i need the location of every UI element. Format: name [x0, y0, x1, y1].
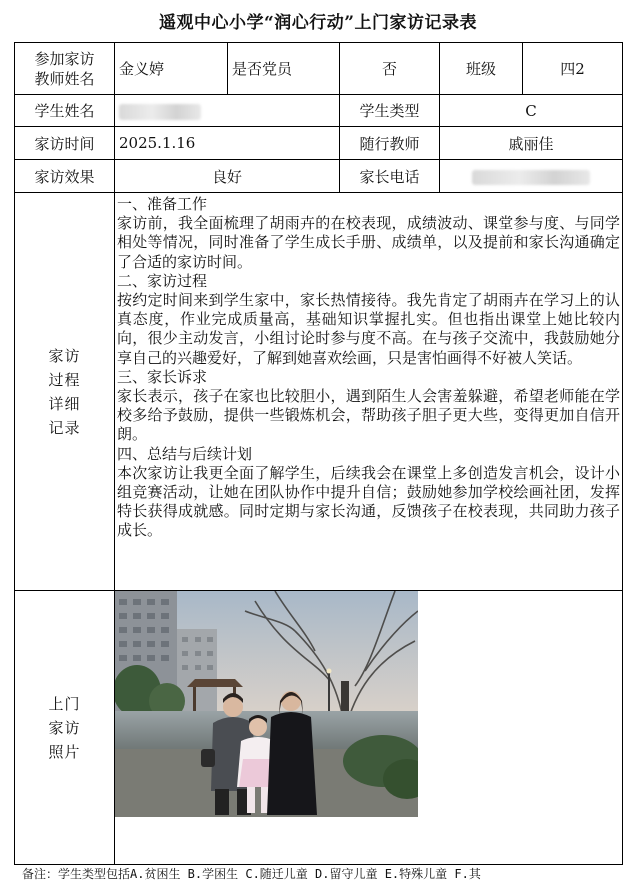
- photo-cell: [115, 591, 623, 865]
- parent-phone-label: 家长电话: [340, 160, 440, 193]
- photo-label-line: 家访: [48, 718, 81, 737]
- section-body: 家访前，我全面梳理了胡雨卉的在校表现，成绩波动、课堂参与度、与同学相处等情况，同时准备了学生成长手册、成绩单，以及提前和家长沟通确定了合适的家访时间。: [117, 214, 620, 271]
- class-value: 四2: [523, 43, 623, 95]
- photo-illustration: [115, 591, 418, 817]
- student-name-value: [115, 95, 340, 127]
- student-type-value: C: [440, 95, 623, 127]
- party-member-value: 否: [340, 43, 440, 95]
- photo-label-line: 照片: [48, 742, 81, 761]
- student-name-redacted: [119, 104, 201, 120]
- record-label-line: 过程: [48, 370, 81, 389]
- section-body: 家长表示，孩子在家也比较胆小，遇到陌生人会害羞躲避，希望老师能在学校多给予鼓励，提供一些锻炼机会，帮助孩子胆子更大些，变得更加自信开朗。: [117, 387, 620, 444]
- section-heading: 二、家访过程: [117, 271, 208, 290]
- section-body: 按约定时间来到学生家中，家长热情接待。我先肯定了胡雨卉在学习上的认真态度，作业完成质量高，基础知识掌握扎实。但也指出课堂上她比较内向，很少主动发言，小组讨论时参与度不高。在与孩子交流中，我鼓励她分享自己的兴趣爱好，了解到她喜欢绘画，只是害怕画得不好被人笑话。: [117, 291, 620, 367]
- section-heading: 四、总结与后续计划: [117, 444, 253, 463]
- teacher-name-value: 金义婷: [115, 43, 228, 95]
- visit-record-table: [14, 42, 623, 865]
- student-type-label: 学生类型: [340, 95, 440, 127]
- photo-label: [15, 591, 115, 865]
- record-label-line: 记录: [48, 418, 81, 437]
- form-title: 遥观中心小学“润心行动”上门家访记录表: [158, 13, 478, 33]
- section-heading: 一、准备工作: [117, 195, 208, 213]
- parent-phone-redacted: [472, 170, 590, 185]
- teacher-name-label-text: 参加家访 教师姓名: [34, 49, 95, 88]
- visit-effect-value: 良好: [115, 160, 340, 193]
- section-heading: 三、家长诉求: [117, 367, 208, 386]
- party-member-label: 是否党员: [228, 43, 340, 95]
- footnote: 备注：学生类型包括A.贫困生 B.学困生 C.随迁儿童 D.留守儿童 E.特殊儿童 F.其: [22, 867, 481, 881]
- visit-time-label: 家访时间: [15, 127, 115, 160]
- teacher-name-label: [15, 43, 115, 95]
- visit-effect-label: 家访效果: [15, 160, 115, 193]
- record-label: [15, 193, 115, 591]
- record-content: [115, 193, 623, 591]
- parent-phone-value: [440, 160, 623, 193]
- accompany-teacher-label: 随行教师: [340, 127, 440, 160]
- class-label: 班级: [440, 43, 523, 95]
- visit-time-value: 2025.1.16: [115, 127, 340, 160]
- student-name-label: 学生姓名: [15, 95, 115, 127]
- accompany-teacher-value: 戚丽佳: [440, 127, 623, 160]
- section-body: 本次家访让我更全面了解学生，后续我会在课堂上多创造发言机会，设计小组竞赛活动，让她在团队协作中提升自信；鼓励她参加学校绘画社团，发挥特长获得成就感。同时定期与家长沟通，反馈孩子在校表现，共同助力孩子成长。: [117, 463, 620, 540]
- photo-label-line: 上门: [48, 694, 81, 713]
- home-visit-photo: [115, 591, 418, 817]
- record-label-line: 详细: [48, 394, 81, 413]
- record-label-line: 家访: [48, 346, 81, 365]
